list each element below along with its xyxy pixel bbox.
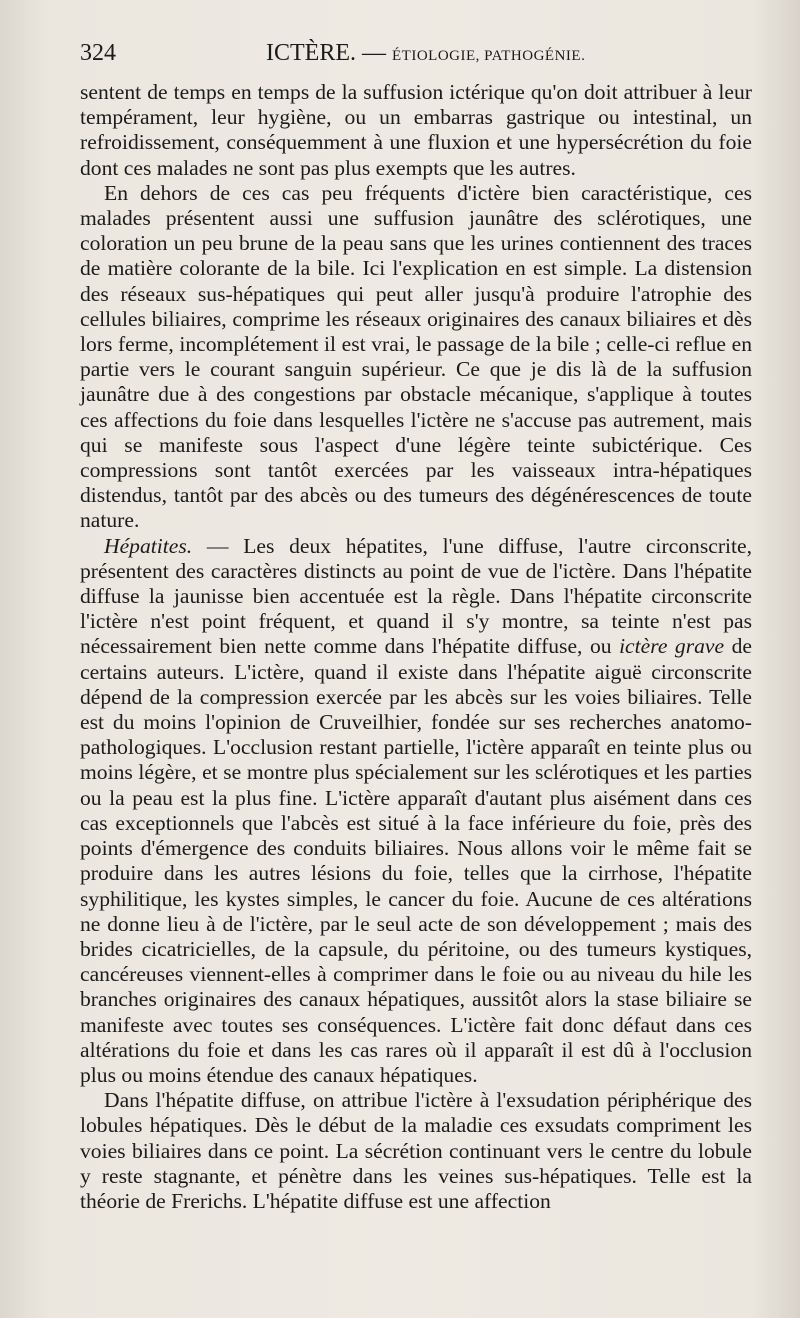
page-number: 324 — [80, 40, 116, 66]
paragraph-1: sentent de temps en temps de la suffusion ictérique qu'on doit attribuer à leur tempérament, leur hygiène, ou un embarras gastrique ou intestinal, un refroidissement, conséquemment à une fluxion et une hypersécrétion du foie dont ces malades ne sont pas plus exempts que les autres. — [80, 80, 752, 180]
paragraph-4: Dans l'hépatite diffuse, on attribue l'ictère à l'exsudation périphérique des lobules hépatiques. Dès le début de la maladie ces exsudats compriment les voies biliaires dans ce point. La sécrétion continuant vers le centre du lobule y reste stagnante, et pénètre dans les veines sus-hépatiques. Telle est la théorie de Frerichs. L'hépatite diffuse est une affection — [80, 1088, 752, 1213]
body-text — [80, 80, 752, 1214]
running-title — [266, 40, 585, 67]
running-header — [80, 40, 752, 76]
paragraph-3-part-1: — Les deux hépatites, l'une diffuse, l'autre circonscrite, présentent des caractères distincts au point de vue de l'ictère. Dans l'hépatite diffuse la jaunisse bien accentuée est la règle. Dans l'hépatite circonscrite l'ictère n'est point fréquent, et quand il s'y montre, sa teinte n'est pas nécessairement bien nette comme dans l'hépatite diffuse, ou — [80, 533, 752, 659]
paragraph-3-part-2: de certains auteurs. L'ictère, quand il existe dans l'hépatite aiguë circonscrite dépend de la compression exercée par les abcès sur les voies biliaires. Telle est du moins l'opinion de Cruveilhier, fondée sur ses recherches anatomo-pathologiques. L'occlusion restant partielle, l'ictère apparaît en teinte plus ou moins légère, et se montre plus spécialement sur les sclérotiques et les parties ou la peau est la plus fine. L'ictère apparaît d'autant plus aisément dans ces cas exceptionnels que l'abcès est situé à la face inférieure du foie, près des points d'émergence des conduits biliaires. Nous allons voir le même fait se produire dans les autres lésions du foie, telles que la cirrhose, l'hépatite syphilitique, les kystes simples, le cancer du foie. Aucune de ces altérations ne donne lieu à de l'ictère, par le seul acte de son développement ; mais des brides cicatricielles, de la capsule, du péritoine, ou des tumeurs kystiques, cancéreuses viennent-elles à comprimer dans le foie ou au niveau du hile les branches originaires des canaux hépatiques, aussitôt alors la stase biliaire se manifeste avec toutes ses conséquences. L'ictère fait donc défaut dans ces altérations du foie et dans les cas rares où il apparaît il est dû à l'occlusion plus ou moins étendue des canaux hépatiques. — [80, 634, 752, 1087]
emphasis-ictere-grave: ictère grave — [619, 634, 725, 659]
chapter-title: ICTÈRE. — [266, 40, 356, 66]
title-separator: — — [362, 40, 386, 66]
paragraph-2: En dehors de ces cas peu fréquents d'ictère bien caractéristique, ces malades présentent aussi une suffusion jaunâtre des sclérotiques, une coloration un peu brune de la peau sans que les urines contiennent des traces de matière colorante de la bile. Ici l'explication en est simple. La distension des réseaux sus-hépatiques qui peut aller jusqu'à produire l'atrophie des cellules biliaires, comprime les réseaux originaires des canaux biliaires et dès lors ferme, incomplétement il est vrai, le passage de la bile ; celle-ci reflue en partie vers le courant sanguin supérieur. Ce que je dis là de la suffusion jaunâtre due à des congestions par obstacle mécanique, s'applique à toutes ces affections du foie dans lesquelles l'ictère ne s'accuse pas autrement, mais qui se manifeste sous l'aspect d'une légère teinte subictérique. Ces compressions sont tantôt exercées par les vaisseaux intra-hépatiques distendus, tantôt par des abcès ou des tumeurs des dégénérescences de toute nature. — [80, 180, 752, 533]
section-subtitle: ÉTIOLOGIE, PATHOGÉNIE. — [392, 48, 586, 64]
section-lead: Hépatites. — [104, 533, 193, 558]
paragraph-3 — [80, 534, 752, 1088]
